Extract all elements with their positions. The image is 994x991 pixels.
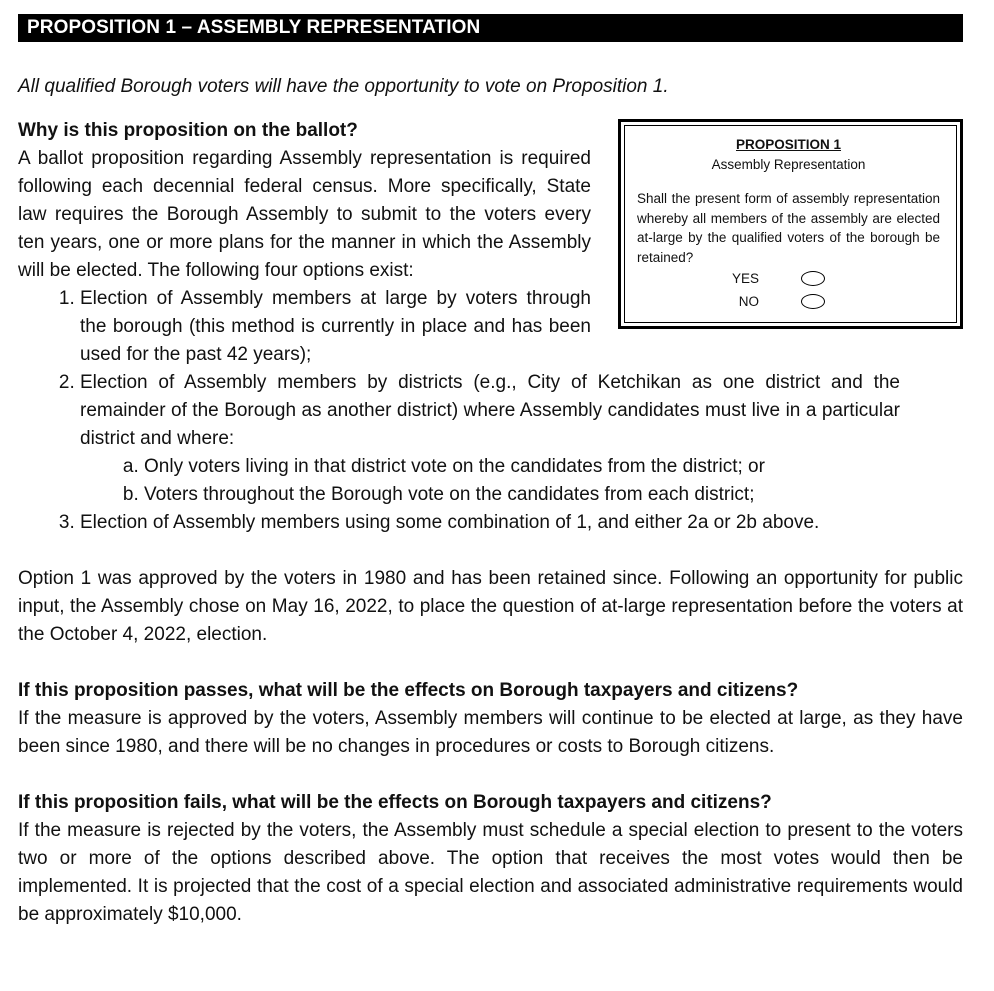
- sub-option-b-text: Voters throughout the Borough vote on the candidates from each district;: [144, 484, 755, 505]
- option-item-2: [80, 369, 900, 509]
- page-title: PROPOSITION 1 – ASSEMBLY REPRESENTATION: [18, 14, 963, 42]
- fails-heading: If this proposition fails, what will be the effects on Borough taxpayers and citizens?: [18, 792, 772, 813]
- ballot-question: Shall the present form of assembly representation whereby all members of the assembly are elected at-large by the qualified voters of the borough be retained?: [637, 191, 940, 265]
- sample-ballot-inner: [624, 125, 957, 323]
- ballot-option-no: [637, 290, 940, 313]
- no-oval-icon: [801, 294, 825, 309]
- option-item-3: [80, 509, 900, 537]
- sub-options-list: [80, 453, 900, 509]
- sub-option-a-text: Only voters living in that district vote on the candidates from the district; or: [144, 456, 765, 477]
- sample-ballot-box: [618, 119, 963, 329]
- ballot-subtitle: Assembly Representation: [711, 156, 866, 172]
- passes-body: If the measure is approved by the voters, Assembly members will continue to be elected at large, as they have been since 1980, and there will be no changes in procedures or costs to Borough citizens.: [18, 708, 963, 757]
- document: [18, 14, 963, 929]
- ballot-yes-label: YES: [731, 270, 759, 286]
- option-1-text: Election of Assembly members at large by voters through the borough (this method is currently in place and has been used for the past 42 years);: [80, 288, 591, 365]
- sub-option-a: [144, 453, 900, 481]
- history-paragraph: Option 1 was approved by the voters in 1980 and has been retained since. Following an opportunity for public input, the Assembly chose on May 16, 2022, to place the question of at-large representation before the voters at the October 4, 2022, election.: [18, 568, 963, 645]
- fails-body: If the measure is rejected by the voters, the Assembly must schedule a special election to present to the voters two or more of the options described above. The option that receives the most votes would then be implemented. It is projected that the cost of a special election and associated administrative requirements would be approximately $10,000.: [18, 820, 963, 925]
- ballot-title: PROPOSITION 1: [735, 137, 842, 152]
- sub-option-b: [144, 481, 900, 509]
- intro-text: All qualified Borough voters will have the opportunity to vote on Proposition 1.: [18, 76, 669, 97]
- option-item-1: [80, 285, 591, 369]
- why-section: [18, 117, 963, 537]
- ballot-option-yes: [637, 267, 940, 290]
- why-heading: Why is this proposition on the ballot?: [18, 120, 358, 141]
- why-body: A ballot proposition regarding Assembly representation is required following each decennial federal census. More specifically, State law requires the Borough Assembly to submit to the voters every ten years, one or more plans for the manner in which the Assembly will be elected. The following four options exist:: [18, 148, 591, 281]
- yes-oval-icon: [801, 271, 825, 286]
- ballot-no-label: NO: [738, 293, 759, 309]
- option-2-text: Election of Assembly members by districts (e.g., City of Ketchikan as one district and the remainder of the Borough as another district) where Assembly candidates must live in a particular district and where:: [80, 372, 900, 449]
- passes-heading: If this proposition passes, what will be the effects on Borough taxpayers and citizens?: [18, 680, 799, 701]
- option-3-text: Election of Assembly members using some combination of 1, and either 2a or 2b above.: [80, 512, 820, 533]
